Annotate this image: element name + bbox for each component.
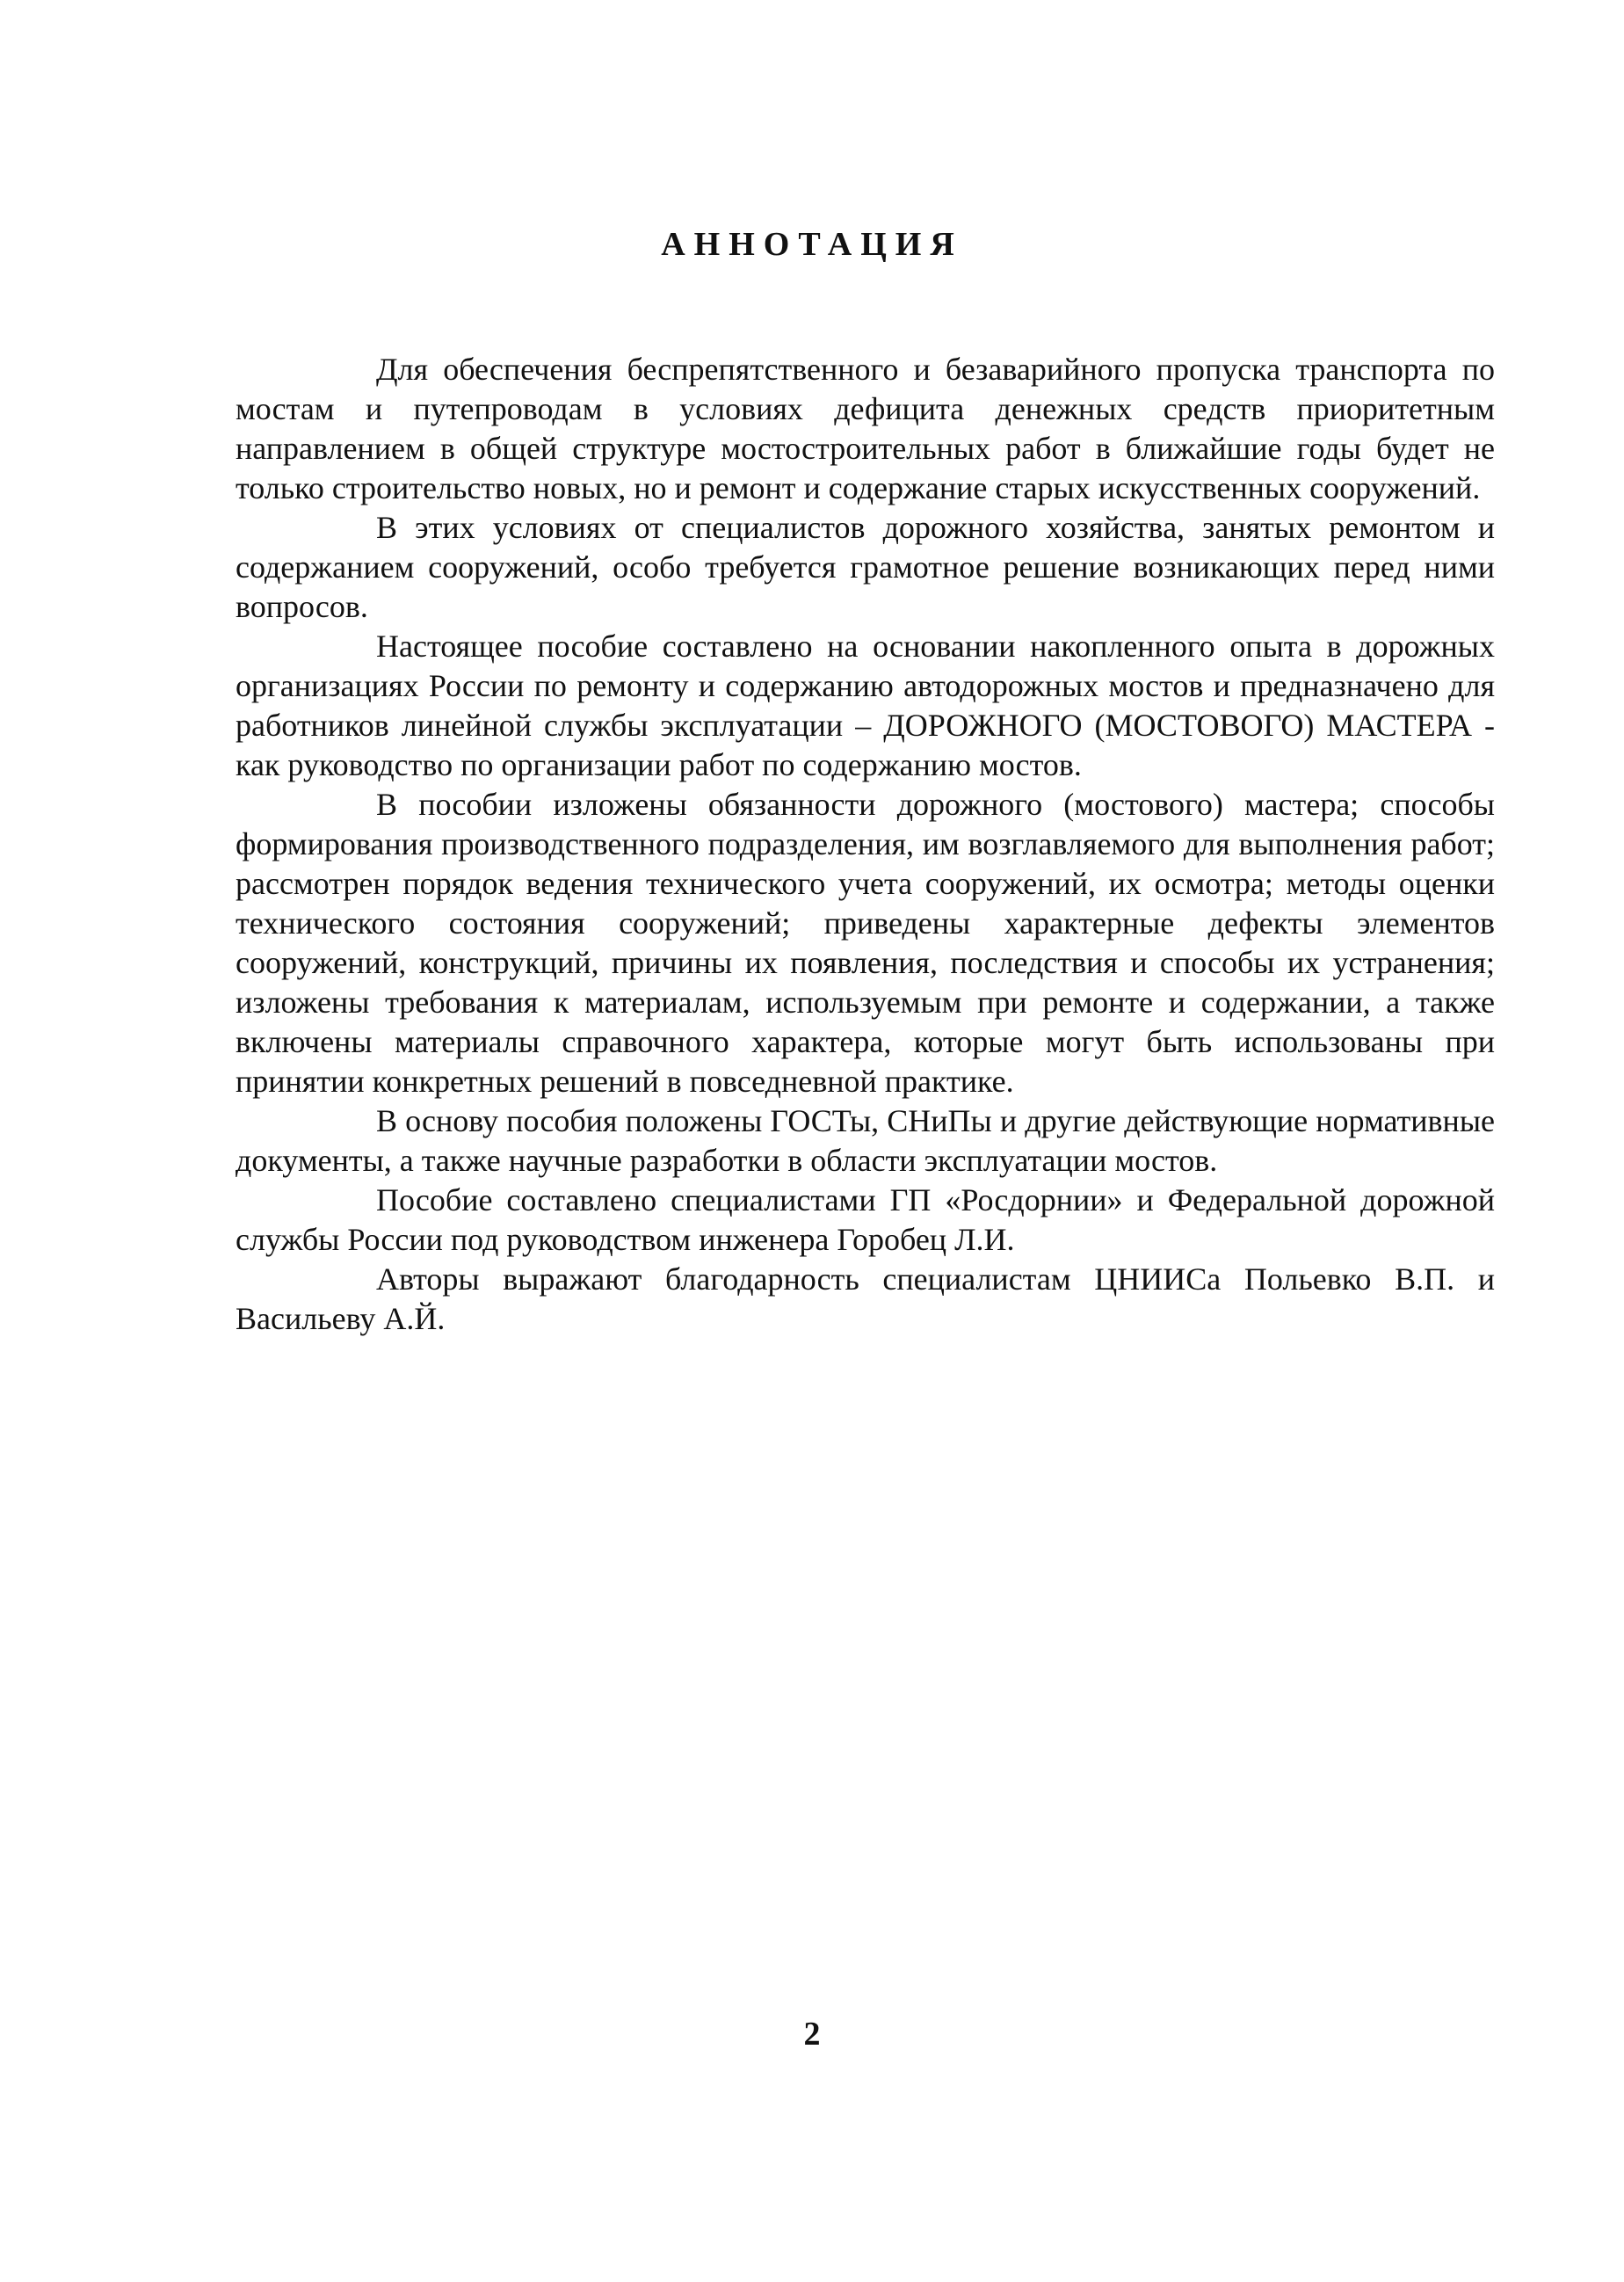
paragraph-2: В этих условиях от специалистов дорожного хозяйства, занятых ремонтом и содержанием сооружений, особо требуется грамотное решение возникающих перед ними вопросов. (236, 510, 1495, 624)
paragraph-7: Авторы выражают благодарность специалистам ЦНИИСа Польевко В.П. и Васильеву А.Й. (236, 1261, 1495, 1336)
paragraph-4: В пособии изложены обязанности дорожного (мостового) мастера; способы формирования производственного подразделения, им возглавляемого для выполнения работ; рассмотрен порядок ведения технического учета сооружений, их осмотра; методы оценки технического состояния сооружений; приведены характерные дефекты элементов сооружений, конструкций, причины их появления, последствия и способы их устранения; изложены требования к материалам, используемым при ремонте и содержании, а также включены материалы справочного характера, которые могут быть использованы при принятии конкретных решений в повседневной практике. (236, 787, 1495, 1099)
paragraph-5: В основу пособия положены ГОСТы, СНиПы и другие действующие нормативные документы, а также научные разработки в области эксплуатации мостов. (236, 1103, 1495, 1178)
page-number: 2 (803, 2016, 821, 2053)
page-title: АННОТАЦИЯ (661, 226, 963, 263)
annotation-body (236, 350, 1495, 1339)
paragraph-3: Настоящее пособие составлено на основании накопленного опыта в дорожных организациях России по ремонту и содержанию автодорожных мостов и предназначено для работников линейной службы эксплуатации – ДОРОЖНОГО (МОСТОВОГО) МАСТЕРА - как руководство по организации работ по содержанию мостов. (236, 629, 1495, 782)
paragraph-1: Для обеспечения беспрепятственного и безаварийного пропуска транспорта по мостам и путепроводам в условиях дефицита денежных средств приоритетным направлением в общей структуре мостостроительных работ в ближайшие годы будет не только строительство новых, но и ремонт и содержание старых искусственных сооружений. (236, 352, 1495, 505)
paragraph-6: Пособие составлено специалистами ГП «Росдорнии» и Федеральной дорожной службы России под руководством инженера Горобец Л.И. (236, 1182, 1495, 1257)
